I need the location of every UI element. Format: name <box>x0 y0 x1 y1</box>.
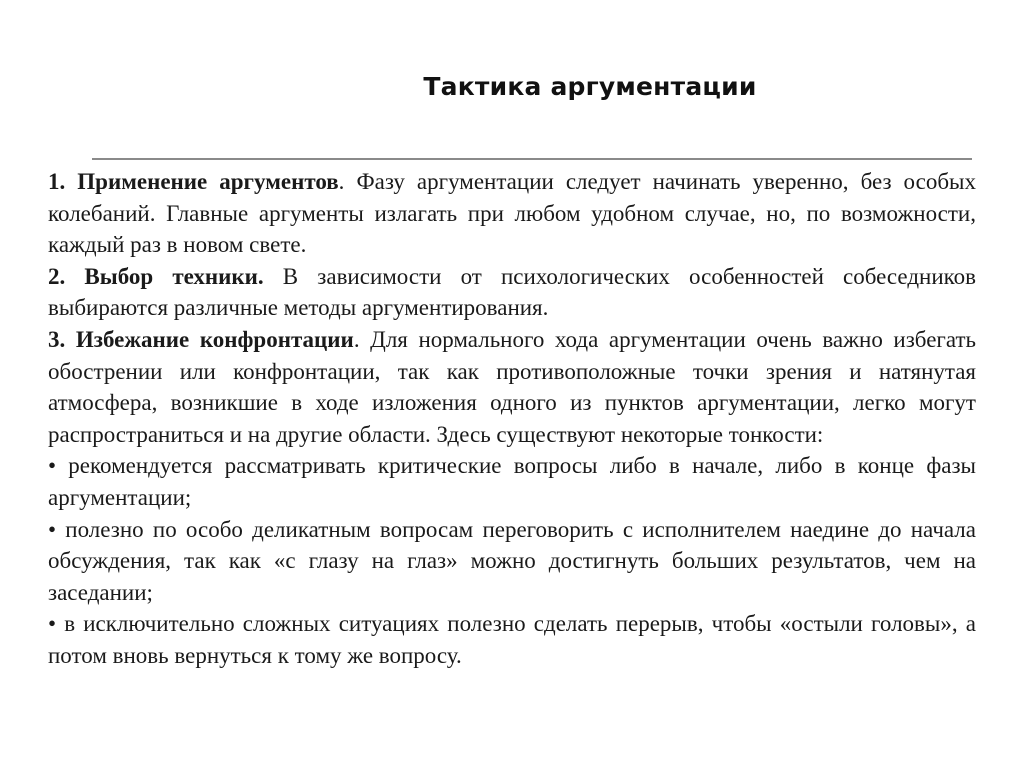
slide-body <box>48 166 976 672</box>
item-3-text: Для нормального хода аргументации очень важно избегать обострении или конфронтации, так как противоположные точки зрения и натянутая атмосфера, возникшие в ходе изложения одного из пунктов аргументации, легко могут распространиться и на другие области. Здесь существуют некоторые тонкости: <box>48 326 976 447</box>
title-divider <box>92 158 972 160</box>
bullet-3: • в исключительно сложных ситуациях полезно сделать перерыв, чтобы «остыли головы», а потом вновь вернуться к тому же вопросу. <box>48 611 976 668</box>
item-3-heading: 3. Избежание конфронтации <box>48 326 354 352</box>
item-1 <box>48 166 976 261</box>
item-2 <box>48 261 976 324</box>
item-2-text: В зависимости от психологических особенностей собеседников выбираются различные методы аргументирования. <box>48 263 977 321</box>
slide-title: Тактика аргументации <box>423 72 757 101</box>
item-2-heading: 2. Выбор техники. <box>48 263 264 289</box>
bullet-1: • рекомендуется рассматривать критические вопросы либо в начале, либо в конце фазы аргументации; <box>48 453 976 510</box>
item-1-heading: 1. Применение аргументов <box>48 169 339 194</box>
item-1-text: Фазу аргументации следует начинать уверенно, без особых колебаний. Главные аргументы излагать при любом удобном случае, но, по возможности, каждый раз в новом свете. <box>48 169 976 258</box>
item-3 <box>48 324 976 450</box>
item-1-heading-suffix: . <box>338 169 345 194</box>
item-3-heading-suffix: . <box>353 326 360 352</box>
bullet-2: • полезно по особо деликатным вопросам переговорить с исполнителем наедине до начала обсуждения, так как «с глазу на глаз» можно достигнуть больших результатов, чем на заседании; <box>48 516 976 605</box>
